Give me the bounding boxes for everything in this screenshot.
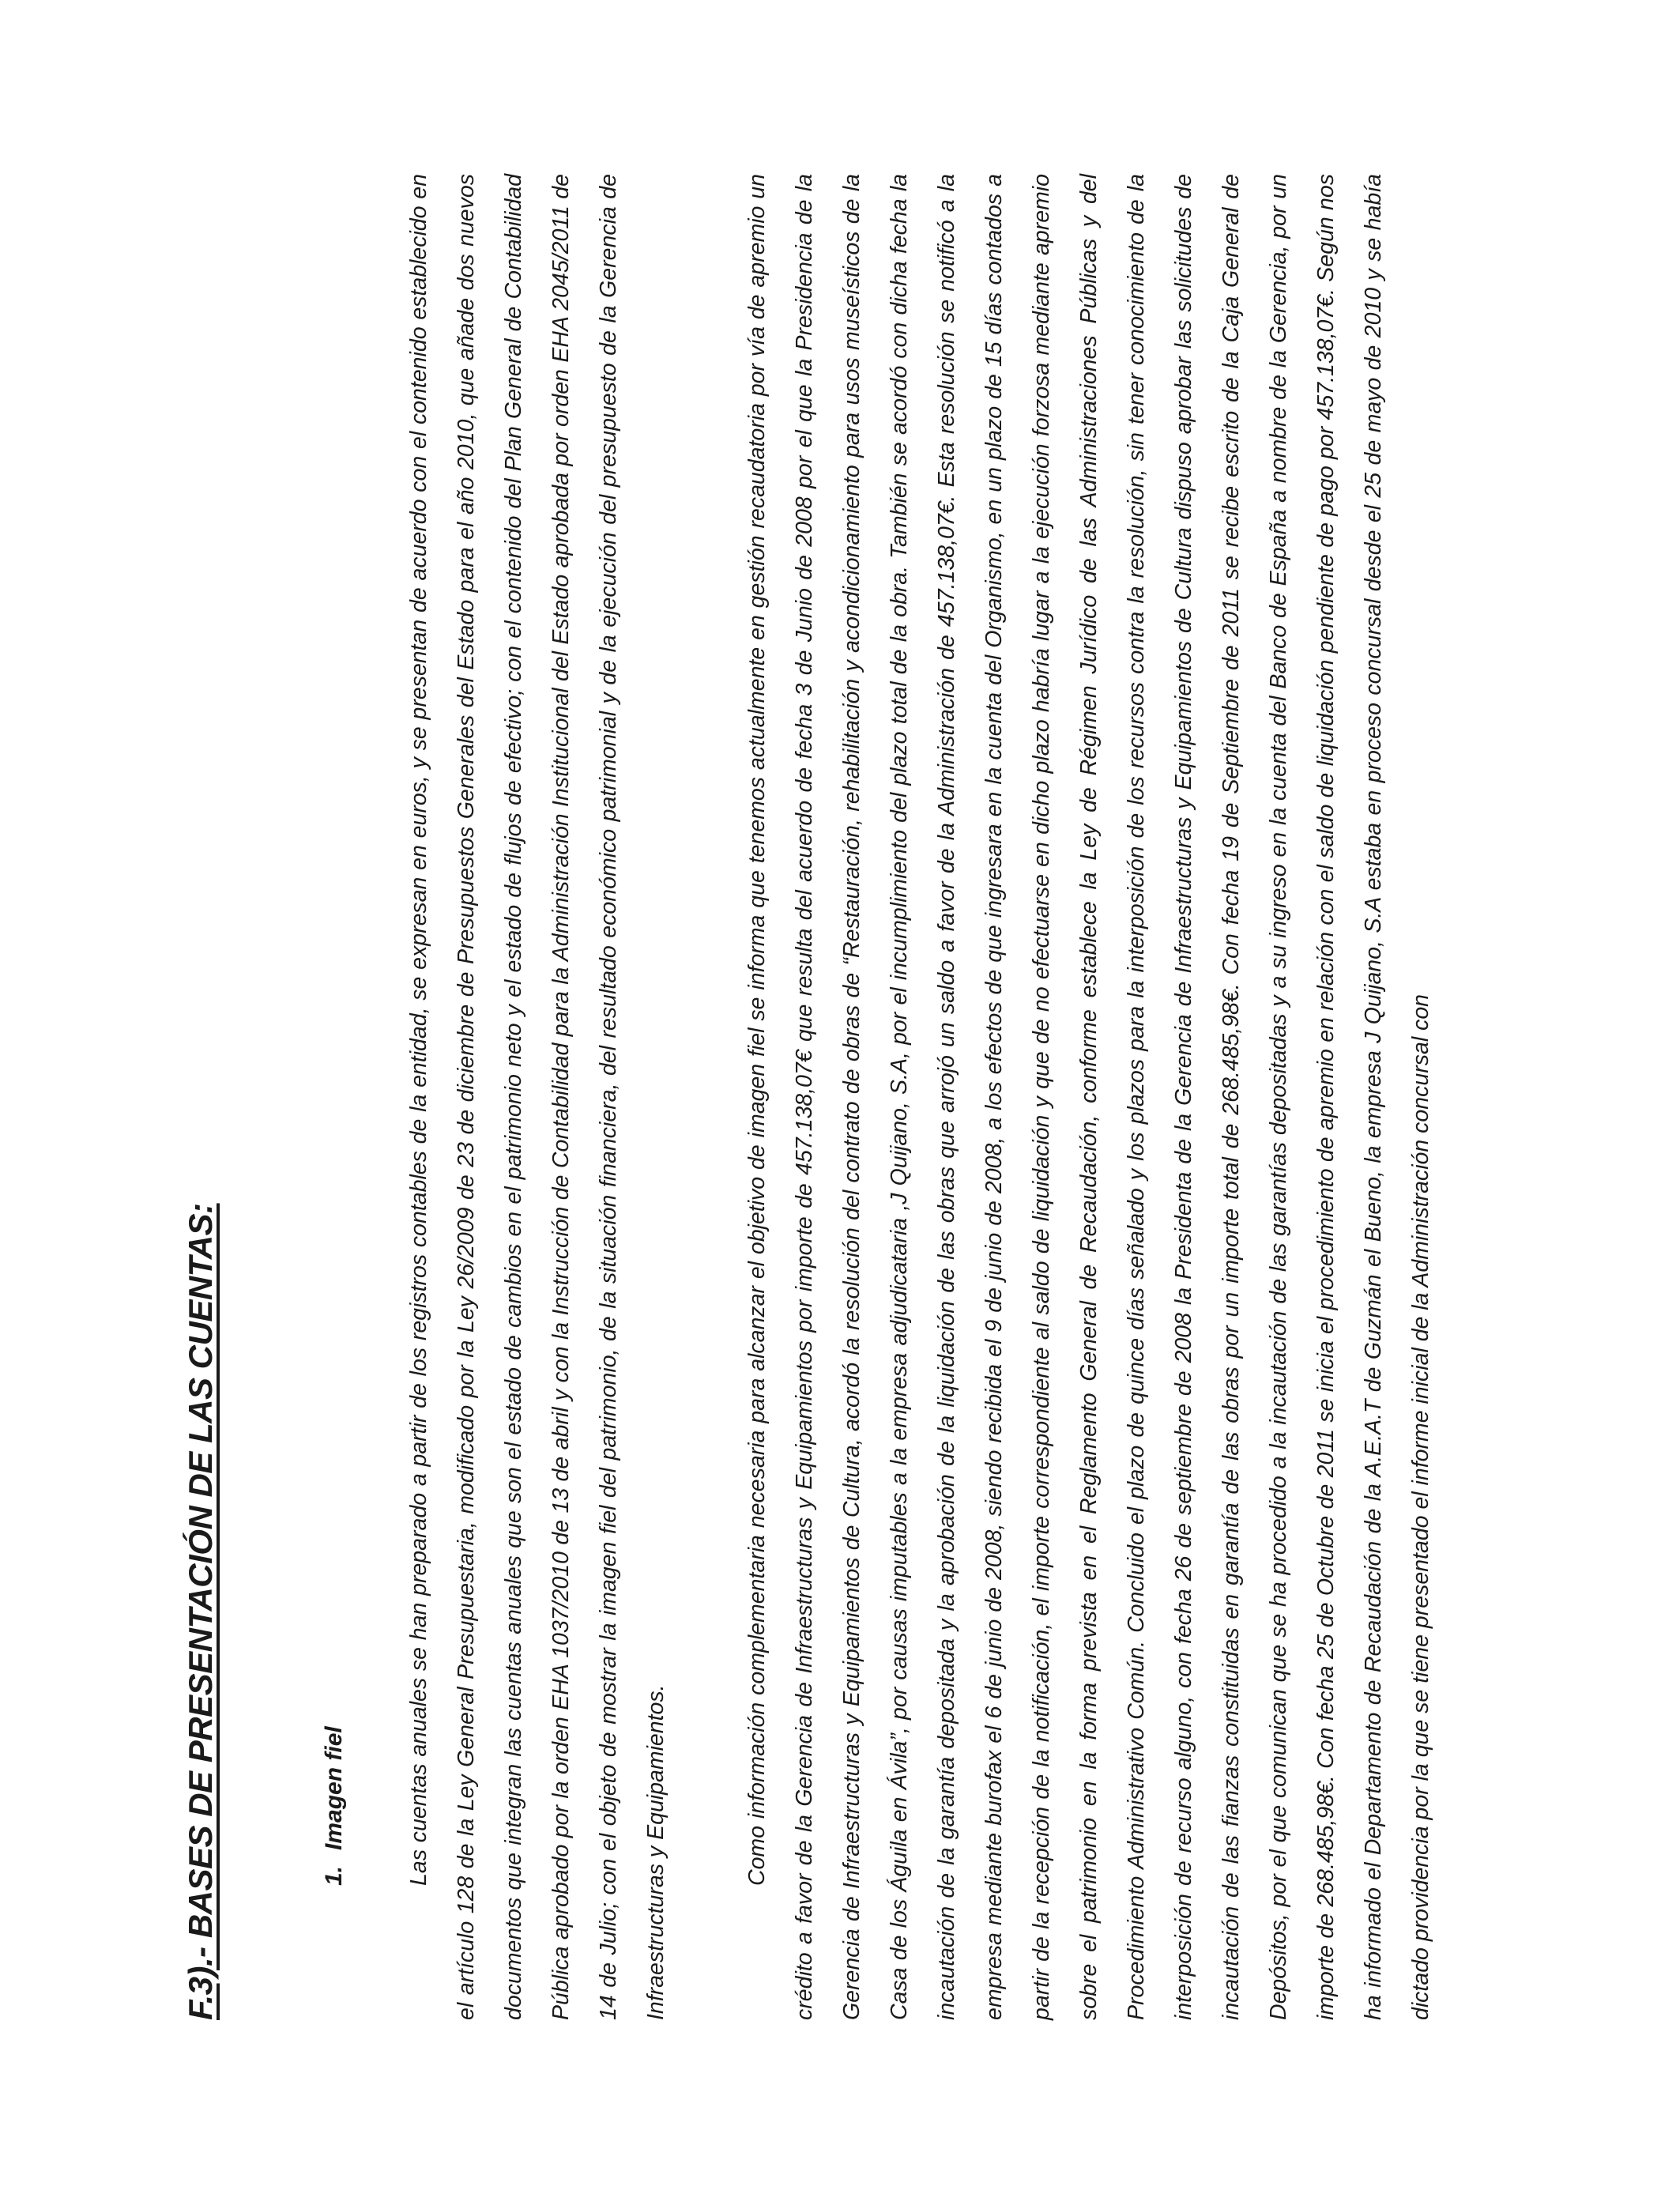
subsection-number: 1.	[321, 1865, 347, 1886]
subsection-heading	[321, 174, 348, 2020]
subsection-heading-text: Imagen fiel	[321, 1726, 347, 1850]
paragraph-imagen-fiel-1: Las cuentas anuales se han preparado a partir de los registros contables de la entidad, se expresan en euros, y se presentan de acuerdo con el contenido establecido en el artículo 128 de la Ley General Presupuestaria, modificado por la Ley 26/2009 de 23 de diciembre de Presupuestos Generales del Estado para el año 2010, que añade dos nuevos documentos que integran las cuentas anuales que son el estado de cambios en el patrimonio neto y el estado de flujos de efectivo; con el contenido del Plan General de Contabilidad Pública aprobado por la orden EHA 1037/2010 de 13 de abril y con la Instrucción de Contabilidad para la Administración Institucional del Estado aprobada por orden EHA 2045/2011 de 14 de Julio; con el objeto de mostrar la imagen fiel del patrimonio, de la situación financiera, del resultado económico patrimonial y de la ejecución del presupuesto de la Gerencia de Infraestructuras y Equipamientos.	[406, 174, 669, 2020]
paragraph-imagen-fiel-2: Como información complementaria necesaria para alcanzar el objetivo de imagen fiel se informa que tenemos actualmente en gestión recaudatoria por vía de apremio un crédito a favor de la Gerencia de Infraestructuras y Equipamientos por importe de 457.138,07€ que resulta del acuerdo de fecha 3 de Junio de 2008 por el que la Presidencia de la Gerencia de Infraestructuras y Equipamientos de Cultura, acordó la resolución del contrato de obras de “Restauración, rehabilitación y acondicionamiento para usos museísticos de la Casa de los Águila en Ávila”, por causas imputables a la empresa adjudicataria ,J Quijano, S.A, por el incumplimiento del plazo total de la obra. También se acordó con dicha fecha la incautación de la garantía depositada y la aprobación de la liquidación de las obras que arrojó un saldo a favor de la Administración de 457.138,07€. Esta resolución se notificó a la empresa mediante burofax el 6 de junio de 2008, siendo recibida el 9 de junio de 2008, a los efectos de que ingresara en la cuenta del Organismo, en un plazo de 15 días contados a partir de la recepción de la notificación, el importe correspondiente al saldo de liquidación y que de no efectuarse en dicho plazo habría lugar a la ejecución forzosa mediante apremio sobre el patrimonio en la forma prevista en el Reglamento General de Recaudación, conforme establece la Ley de Régimen Jurídico de las Administraciones Públicas y del Procedimiento Administrativo Común. Concluido el plazo de quince días señalado y los plazos para la interposición de los recursos contra la resolución, sin tener conocimiento de la interposición de recurso alguno, con fecha 26 de septiembre de 2008 la Presidenta de la Gerencia de Infraestructuras y Equipamientos de Cultura dispuso aprobar las solicitudes de incautación de las fianzas constituidas en garantía de las obras por un importe total de 268.485,98€. Con fecha 19 de Septiembre de 2011 se recibe escrito de la Caja General de Depósitos, por el que comunican que se ha procedido a la incautación de las garantías depositadas y a su ingreso en la cuenta del Banco de España a nombre de la Gerencia, por un importe de 268.485,98€. Con fecha 25 de Octubre de 2011 se inicia el procedimiento de apremio en relación con el saldo de liquidación pendiente de pago por 457.138,07€. Según nos ha informado el Departamento de Recaudación de la A.E.A.T de Guzmán el Bueno, la empresa J Quijano, S.A estaba en proceso concursal desde el 25 de mayo de 2010 y se había dictado providencia por la que se tiene presentado el informe inicial de la Administración concursal con	[744, 174, 1433, 2020]
section-title: F.3).- BASES DE PRESENTACIÓN DE LAS CUENTAS:	[182, 1203, 219, 2020]
